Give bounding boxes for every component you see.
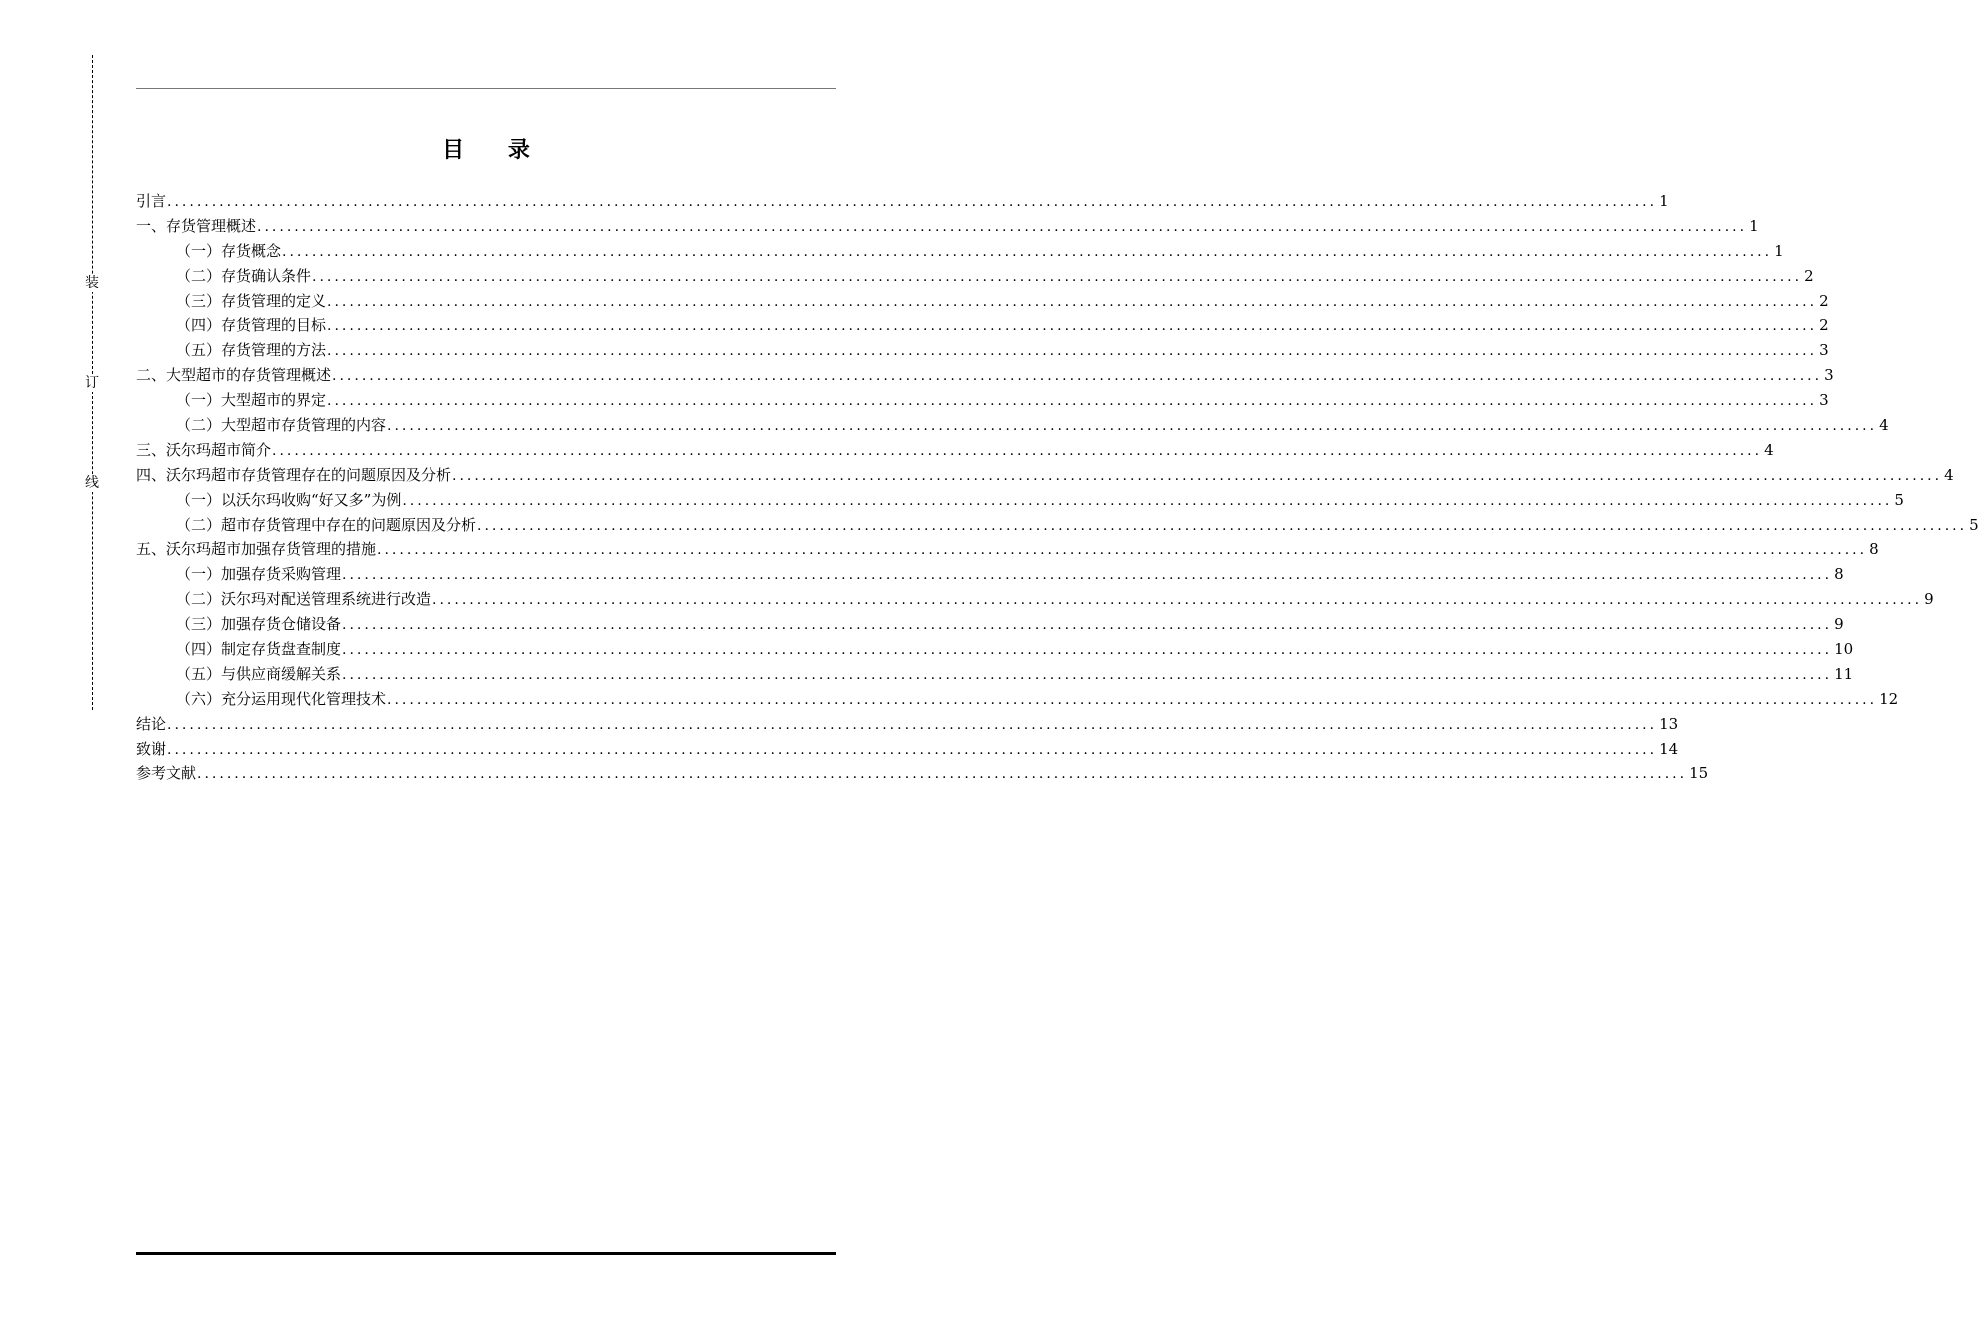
toc-dot-leader: ........................................................................................................................................................................................................ — [167, 194, 1658, 210]
toc-dot-leader: ........................................................................................................................................................................................................ — [327, 293, 1818, 310]
toc-entry[interactable] — [136, 637, 1854, 662]
toc-page-number: 5 — [1969, 515, 1979, 534]
toc-entry[interactable] — [136, 189, 1669, 214]
toc-entry[interactable] — [136, 413, 1889, 438]
toc-entry[interactable] — [136, 537, 1879, 562]
toc-page-number: 14 — [1659, 739, 1679, 758]
toc-page-number: 3 — [1819, 341, 1829, 360]
page-title: 目 录 — [442, 137, 548, 163]
toc-entry-text: （四）制定存货盘查制度 — [176, 640, 342, 659]
toc-dot-leader: ........................................................................................................................................................................................................ — [332, 368, 1823, 385]
header-rule — [136, 88, 836, 89]
toc-page-number: 15 — [1689, 764, 1709, 783]
toc-entry-text: （一）大型超市的界定 — [176, 391, 327, 410]
toc-entry[interactable] — [136, 388, 1829, 413]
binding-char-zhuang: 装 — [85, 275, 99, 291]
toc-entry-text: 二、大型超市的存货管理概述 — [136, 366, 332, 385]
toc-dot-leader: ........................................................................................................................................................................................................ — [387, 691, 1878, 708]
toc-dot-leader: ........................................................................................................................................................................................................ — [477, 517, 1968, 534]
toc-entry-text: （六）充分运用现代化管理技术 — [176, 689, 387, 708]
toc-entry[interactable] — [136, 562, 1844, 587]
toc-entry[interactable] — [136, 239, 1784, 264]
footer-rule — [136, 1252, 836, 1255]
toc-entry[interactable] — [136, 463, 1954, 488]
toc-page-number: 2 — [1804, 266, 1814, 285]
toc-entry-text: （一）加强存货采购管理 — [176, 565, 342, 584]
toc-page-number: 8 — [1834, 565, 1844, 584]
toc-page-number: 9 — [1924, 590, 1934, 609]
toc-page-number: 1 — [1774, 241, 1784, 260]
toc-entry-text: （五）存货管理的方法 — [176, 341, 327, 360]
toc-page-number: 5 — [1894, 490, 1904, 509]
toc-dot-leader: ........................................................................................................................................................................................................ — [432, 592, 1923, 609]
toc-dot-leader: ........................................................................................................................................................................................................ — [197, 766, 1688, 783]
toc-page-number: 10 — [1834, 640, 1854, 659]
toc-entry-text: 结论 — [136, 714, 167, 733]
toc-page-number: 4 — [1944, 465, 1954, 484]
toc-dot-leader: ........................................................................................................................................................................................................ — [167, 716, 1658, 733]
toc-dot-leader: ........................................................................................................................................................................................................ — [342, 642, 1833, 659]
toc-entry[interactable] — [136, 214, 1759, 239]
toc-entry-text: （五）与供应商缓解关系 — [176, 664, 342, 683]
toc-page-number: 3 — [1819, 391, 1829, 410]
toc-entry-text: （二）沃尔玛对配送管理系统进行改造 — [176, 590, 432, 609]
toc-page-number: 4 — [1879, 416, 1889, 435]
toc-entry[interactable] — [136, 488, 1904, 513]
toc-entry-text: （一）以沃尔玛收购“好又多”为例 — [176, 490, 402, 509]
toc-page-number: 11 — [1834, 664, 1854, 683]
toc-entry-text: （四）存货管理的目标 — [176, 316, 327, 335]
toc-entry-text: 五、沃尔玛超市加强存货管理的措施 — [136, 540, 377, 559]
toc-entry[interactable] — [136, 264, 1814, 289]
toc-dot-leader: ........................................................................................................................................................................................................ — [327, 343, 1818, 360]
toc-dot-leader: ........................................................................................................................................................................................................ — [327, 318, 1818, 335]
toc-dot-leader: ........................................................................................................................................................................................................ — [387, 418, 1878, 435]
toc-entry-text: （二）存货确认条件 — [176, 266, 312, 285]
toc-page-number: 12 — [1879, 689, 1899, 708]
toc-dot-leader: ........................................................................................................................................................................................................ — [402, 492, 1893, 509]
toc-entry-text: 四、沃尔玛超市存货管理存在的问题原因及分析 — [136, 465, 452, 484]
toc-entry-text: 三、沃尔玛超市简介 — [136, 440, 272, 459]
toc-dot-leader: ........................................................................................................................................................................................................ — [312, 268, 1803, 285]
toc-entry[interactable] — [136, 761, 1709, 786]
toc-entry[interactable] — [136, 687, 1899, 712]
toc-entry[interactable] — [136, 662, 1854, 687]
toc-entry-text: （二）大型超市存货管理的内容 — [176, 416, 387, 435]
toc-dot-leader: ........................................................................................................................................................................................................ — [167, 741, 1658, 758]
toc-entry-text: 参考文献 — [136, 764, 197, 783]
toc-entry-text: 一、存货管理概述 — [136, 216, 257, 235]
toc-entry[interactable] — [136, 612, 1844, 637]
toc-page-number: 4 — [1764, 440, 1774, 459]
toc-entry[interactable] — [136, 737, 1679, 762]
toc-entry-text: （三）存货管理的定义 — [176, 291, 327, 310]
toc-page-number: 3 — [1824, 366, 1834, 385]
toc-entry[interactable] — [136, 513, 1979, 538]
toc-dot-leader: ........................................................................................................................................................................................................ — [282, 243, 1773, 260]
toc-dot-leader: ........................................................................................................................................................................................................ — [342, 617, 1833, 634]
toc-entry[interactable] — [136, 338, 1829, 363]
toc-entry-text: （二）超市存货管理中存在的问题原因及分析 — [176, 515, 477, 534]
toc-entry[interactable] — [136, 712, 1679, 737]
toc-entry-text: 引言 — [136, 192, 167, 210]
toc-entry[interactable] — [136, 313, 1829, 338]
binding-char-xian: 线 — [85, 475, 99, 491]
toc-page-number: 9 — [1834, 615, 1844, 634]
toc-entry[interactable] — [136, 438, 1774, 463]
toc-dot-leader: ........................................................................................................................................................................................................ — [342, 666, 1833, 683]
toc-dot-leader: ........................................................................................................................................................................................................ — [377, 542, 1868, 559]
toc-dot-leader: ........................................................................................................................................................................................................ — [452, 467, 1943, 484]
toc-page-number: 8 — [1869, 540, 1879, 559]
toc-entry[interactable] — [136, 587, 1934, 612]
toc-dot-leader: ........................................................................................................................................................................................................ — [327, 393, 1818, 410]
toc-page-number: 1 — [1659, 192, 1669, 210]
toc-entry[interactable] — [136, 363, 1834, 388]
toc-page-number: 13 — [1659, 714, 1679, 733]
binding-char-ding: 订 — [85, 375, 99, 391]
toc-entry[interactable] — [136, 289, 1829, 314]
table-of-contents — [136, 189, 1979, 786]
toc-entry-text: （三）加强存货仓储设备 — [176, 615, 342, 634]
toc-dot-leader: ........................................................................................................................................................................................................ — [342, 567, 1833, 584]
toc-dot-leader: ........................................................................................................................................................................................................ — [257, 218, 1748, 235]
toc-entry-text: 致谢 — [136, 739, 167, 758]
toc-entry-text: （一）存货概念 — [176, 241, 282, 260]
toc-page-number: 2 — [1819, 291, 1829, 310]
toc-dot-leader: ........................................................................................................................................................................................................ — [272, 442, 1763, 459]
toc-page-number: 2 — [1819, 316, 1829, 335]
toc-page-number: 1 — [1749, 216, 1759, 235]
